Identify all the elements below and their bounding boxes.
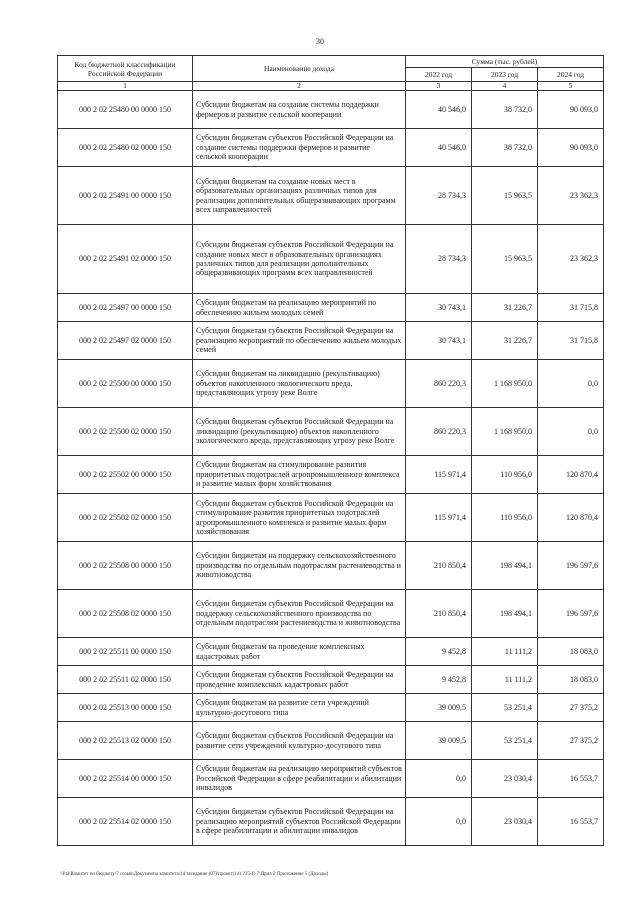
- value-2024: 18 083,0: [538, 666, 604, 694]
- table-row: [58, 666, 604, 694]
- table-row: [58, 722, 604, 760]
- value-2022: 210 850,4: [406, 590, 472, 638]
- name-cell: Субсидии бюджетам на поддержку сельскохозяйственного производства по отдельным подотраслям растениеводства и животноводства: [193, 542, 406, 590]
- name-cell: Субсидии бюджетам субъектов Российской Федерации на ликвидацию (рекультивацию) объектов накопленного экологического вреда, представляющих угрозу реке Волге: [193, 408, 406, 456]
- code-cell: 000 2 02 25497 02 0000 150: [58, 322, 193, 360]
- header-year-2023: 2023 год: [472, 68, 538, 82]
- value-2022: 9 452,8: [406, 638, 472, 666]
- value-2022: 860 220,3: [406, 360, 472, 408]
- value-2023: 38 732,0: [472, 129, 538, 167]
- col-number: 2: [193, 82, 406, 91]
- name-cell: Субсидии бюджетам субъектов Российской Федерации на создание системы поддержки фермеров и развитие сельской кооперации: [193, 129, 406, 167]
- name-cell: Субсидии бюджетам на создание новых мест в образовательных организациях различных типов для реализации дополнительных общеразвивающих программ всех направленностей: [193, 167, 406, 225]
- header-code: Код бюджетной классификации Российской Федерации: [58, 56, 193, 82]
- value-2022: 40 546,0: [406, 129, 472, 167]
- value-2022: 40 546,0: [406, 91, 472, 129]
- name-cell: Субсидии бюджетам на реализацию мероприятий по обеспечению жильем молодых семей: [193, 294, 406, 322]
- header-year-2024: 2024 год: [538, 68, 604, 82]
- value-2023: 11 111,2: [472, 638, 538, 666]
- value-2023: 11 111,2: [472, 666, 538, 694]
- code-cell: 000 2 02 25508 02 0000 150: [58, 590, 193, 638]
- col-number: 4: [472, 82, 538, 91]
- value-2024: 18 083,0: [538, 638, 604, 666]
- value-2024: 196 597,6: [538, 542, 604, 590]
- table-row: [58, 225, 604, 294]
- table-row: [58, 494, 604, 542]
- value-2023: 15 963,5: [472, 225, 538, 294]
- value-2023: 198 494,1: [472, 542, 538, 590]
- value-2022: 210 850,4: [406, 542, 472, 590]
- table-row: [58, 129, 604, 167]
- value-2023: 110 956,0: [472, 456, 538, 494]
- value-2024: 0,0: [538, 408, 604, 456]
- header-name: Наименование дохода: [193, 56, 406, 82]
- page-number: 30: [316, 37, 324, 46]
- code-cell: 000 2 02 25491 02 0000 150: [58, 225, 193, 294]
- col-number: 1: [58, 82, 193, 91]
- col-number: 5: [538, 82, 604, 91]
- value-2023: 31 226,7: [472, 322, 538, 360]
- name-cell: Субсидии бюджетам субъектов Российской Федерации на стимулирование развития приоритетных подотраслей агропромышленного комплекса и развитие малых форм хозяйствования: [193, 494, 406, 542]
- code-cell: 000 2 02 25508 00 0000 150: [58, 542, 193, 590]
- value-2024: 23 362,3: [538, 225, 604, 294]
- code-cell: 000 2 02 25480 02 0000 150: [58, 129, 193, 167]
- code-cell: 000 2 02 25514 00 0000 150: [58, 760, 193, 798]
- code-cell: 000 2 02 25491 00 0000 150: [58, 167, 193, 225]
- value-2022: 0,0: [406, 798, 472, 846]
- value-2022: 115 971,4: [406, 494, 472, 542]
- value-2023: 15 963,5: [472, 167, 538, 225]
- name-cell: Субсидии бюджетам субъектов Российской Федерации на создание новых мест в образовательных организациях различных типов для реализации дополнительных общеразвивающих программ всех направленностей: [193, 225, 406, 294]
- value-2022: 30 743,1: [406, 322, 472, 360]
- value-2024: 16 553,7: [538, 798, 604, 846]
- value-2022: 860 220,3: [406, 408, 472, 456]
- name-cell: Субсидии бюджетам на ликвидацию (рекультивацию) объектов накопленного экологического вреда, представляющих угрозу реке Волге: [193, 360, 406, 408]
- name-cell: Субсидии бюджетам на создание системы поддержки фермеров и развитие сельской кооперации: [193, 91, 406, 129]
- code-cell: 000 2 02 25502 02 0000 150: [58, 494, 193, 542]
- value-2024: 196 597,6: [538, 590, 604, 638]
- value-2023: 53 251,4: [472, 722, 538, 760]
- name-cell: Субсидии бюджетам субъектов Российской Федерации на развитие сети учреждений культурно-досугового типа: [193, 722, 406, 760]
- name-cell: Субсидии бюджетам на стимулирование развития приоритетных подотраслей агропромышленного комплекса и развитие малых форм хозяйствования: [193, 456, 406, 494]
- code-cell: 000 2 02 25514 02 0000 150: [58, 798, 193, 846]
- value-2023: 23 030,4: [472, 798, 538, 846]
- value-2024: 23 362,3: [538, 167, 604, 225]
- table-row: [58, 542, 604, 590]
- code-cell: 000 2 02 25480 00 0000 150: [58, 91, 193, 129]
- value-2024: 31 715,8: [538, 322, 604, 360]
- value-2023: 38 732,0: [472, 91, 538, 129]
- table-row: [58, 360, 604, 408]
- value-2022: 30 743,1: [406, 294, 472, 322]
- revenue-table: [57, 55, 604, 846]
- code-cell: 000 2 02 25511 02 0000 150: [58, 666, 193, 694]
- name-cell: Субсидии бюджетам субъектов Российской Федерации на реализацию мероприятий по обеспечению жильем молодых семей: [193, 322, 406, 360]
- table-row: [58, 590, 604, 638]
- name-cell: Субсидии бюджетам на развитие сети учреждений культурно-досугового типа: [193, 694, 406, 722]
- value-2023: 110 956,0: [472, 494, 538, 542]
- value-2024: 120 870,4: [538, 494, 604, 542]
- name-cell: Субсидии бюджетам субъектов Российской Федерации на поддержку сельскохозяйственного производства по отдельным подотраслям растениеводства и животноводства: [193, 590, 406, 638]
- code-cell: 000 2 02 25500 00 0000 150: [58, 360, 193, 408]
- value-2023: 53 251,4: [472, 694, 538, 722]
- code-cell: 000 2 02 25500 02 0000 150: [58, 408, 193, 456]
- code-cell: 000 2 02 25511 00 0000 150: [58, 638, 193, 666]
- value-2024: 90 093,0: [538, 91, 604, 129]
- value-2024: 31 715,8: [538, 294, 604, 322]
- value-2022: 115 971,4: [406, 456, 472, 494]
- name-cell: Субсидии бюджетам на реализацию мероприятий субъектов Российской Федерации в сфере реабилитации и абилитации инвалидов: [193, 760, 406, 798]
- value-2022: 0,0: [406, 760, 472, 798]
- code-cell: 000 2 02 25502 00 0000 150: [58, 456, 193, 494]
- value-2023: 1 168 950,0: [472, 360, 538, 408]
- table-row: [58, 322, 604, 360]
- table-row: [58, 294, 604, 322]
- value-2022: 39 009,5: [406, 722, 472, 760]
- value-2023: 23 030,4: [472, 760, 538, 798]
- name-cell: Субсидии бюджетам субъектов Российской Федерации на проведение комплексных кадастровых работ: [193, 666, 406, 694]
- value-2023: 198 494,1: [472, 590, 538, 638]
- value-2024: 27 375,2: [538, 722, 604, 760]
- col-number: 3: [406, 82, 472, 91]
- name-cell: Субсидии бюджетам субъектов Российской Федерации на реализацию мероприятий субъектов Российской Федерации в сфере реабилитации и абилитации инвалидов: [193, 798, 406, 846]
- value-2022: 28 734,3: [406, 225, 472, 294]
- header-sum: Сумма (тыс. рублей): [406, 56, 604, 68]
- table-row: [58, 798, 604, 846]
- name-cell: Субсидии бюджетам на проведение комплексных кадастровых работ: [193, 638, 406, 666]
- table-row: [58, 456, 604, 494]
- value-2022: 39 009,5: [406, 694, 472, 722]
- table-row: [58, 91, 604, 129]
- value-2023: 31 226,7: [472, 294, 538, 322]
- table-row: [58, 694, 604, 722]
- code-cell: 000 2 02 25497 00 0000 150: [58, 294, 193, 322]
- code-cell: 000 2 02 25513 00 0000 150: [58, 694, 193, 722]
- value-2023: 1 168 950,0: [472, 408, 538, 456]
- value-2024: 16 553,7: [538, 760, 604, 798]
- value-2024: 90 093,0: [538, 129, 604, 167]
- table-row: [58, 638, 604, 666]
- code-cell: 000 2 02 25513 02 0000 150: [58, 722, 193, 760]
- file-path-footer: \\Pal\Комитет по бюджету\7 созыв\Документы комитета\14 заседание (07)\проект(14) 235-II-7\Прил 2 Приложение 5 (Доходы): [60, 872, 329, 877]
- header-year-2022: 2022 год: [406, 68, 472, 82]
- table-row: [58, 760, 604, 798]
- value-2022: 28 734,3: [406, 167, 472, 225]
- value-2024: 0,0: [538, 360, 604, 408]
- value-2022: 9 452,8: [406, 666, 472, 694]
- value-2024: 120 870,4: [538, 456, 604, 494]
- value-2024: 27 375,2: [538, 694, 604, 722]
- table-row: [58, 167, 604, 225]
- table-row: [58, 408, 604, 456]
